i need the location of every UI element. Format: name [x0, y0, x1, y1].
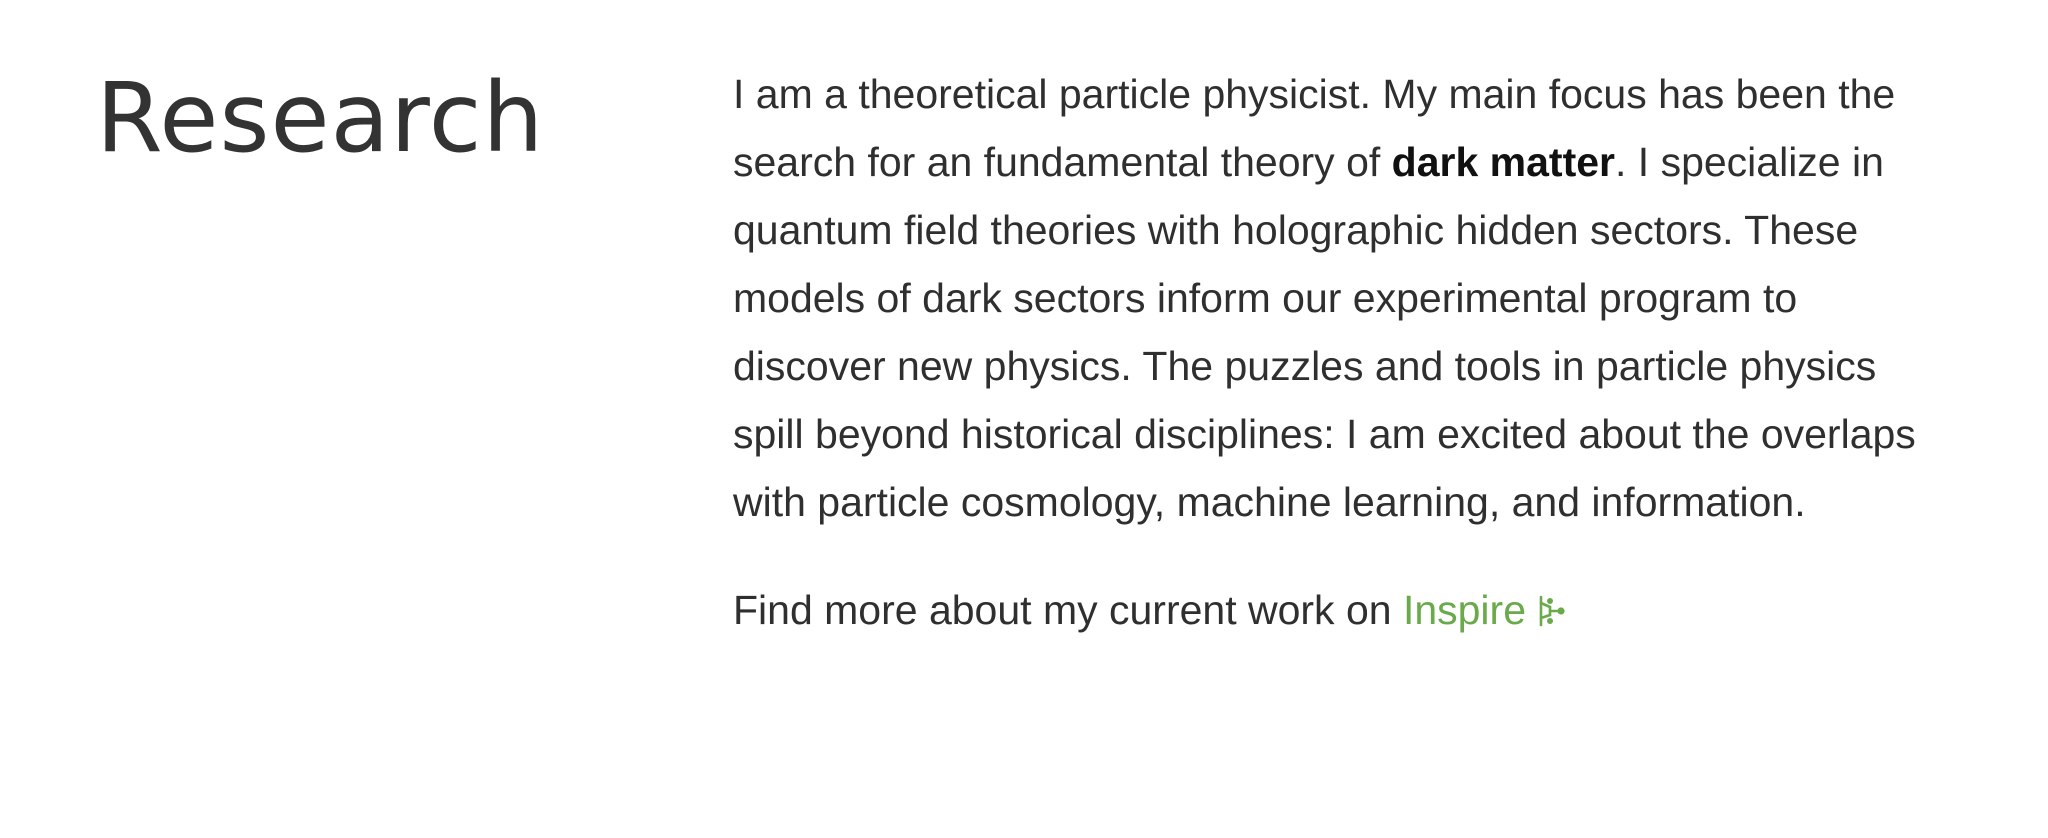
research-description: [733, 60, 1953, 536]
research-intro-continued: . I specialize in quantum field theories with holographic hidden sectors. These models of dark sectors inform our experimental program to discover new physics. The puzzles and tools in particle physics spill beyond historical disciplines: I am excited about the overlaps with particle cosmology, machine learning, and information.: [733, 139, 1916, 525]
inspire-link-label: Inspire: [1402, 587, 1526, 633]
research-intro-text: I am a theoretical particle physicist. My main focus has been the search for an fundamental theory of: [733, 71, 1896, 185]
section-title: Research: [96, 62, 545, 174]
find-more-line: [733, 576, 1953, 648]
dark-matter-emphasis: dark matter: [1391, 139, 1615, 185]
research-content: [733, 60, 1953, 648]
find-more-prefix: Find more about my current work on: [733, 587, 1403, 633]
inspire-link[interactable]: [1403, 587, 1566, 633]
inspire-network-icon: [1536, 580, 1566, 648]
